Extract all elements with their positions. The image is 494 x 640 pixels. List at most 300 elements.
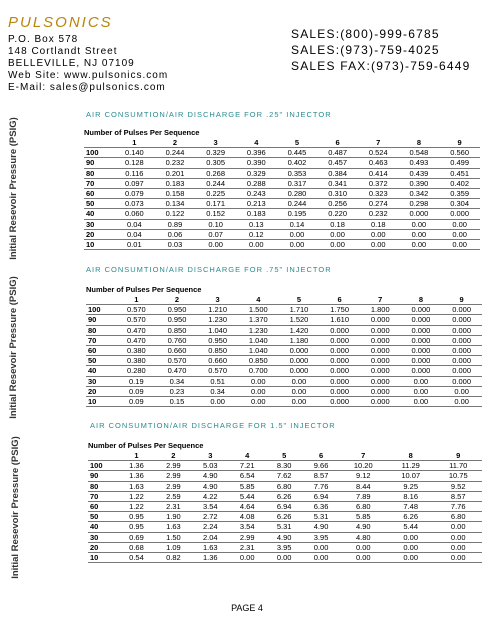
table-cell: 0.000: [439, 209, 480, 219]
table-cell: 0.00: [399, 229, 440, 239]
table-row: [88, 481, 482, 491]
sales-phone-1: SALES:(800)-999-6785: [291, 27, 440, 41]
table-cell: 0.00: [340, 552, 387, 562]
row-header-psig: 60: [86, 345, 116, 355]
table-cell: 0.213: [236, 199, 277, 209]
column-header: 5: [279, 295, 320, 305]
table-cell: 1.420: [279, 325, 320, 335]
table-cell: 6.94: [266, 501, 303, 511]
table-caption: Number of Pulses Per Sequence: [86, 285, 202, 294]
table-cell: 0.244: [155, 148, 196, 158]
table-cell: 2.99: [155, 461, 192, 471]
table-cell: 0.00: [434, 552, 482, 562]
table-cell: 0.201: [155, 168, 196, 178]
table-cell: 0.414: [358, 168, 399, 178]
column-header: 9: [434, 451, 482, 461]
table-cell: 0.000: [360, 386, 401, 396]
table-cell: 1.610: [319, 315, 360, 325]
address-line-street: 148 Cortlandt Street: [8, 46, 118, 57]
table-cell: 0.18: [358, 219, 399, 229]
row-header-psig: 90: [88, 471, 118, 481]
table-cell: 4.90: [303, 522, 340, 532]
table-cell: 1.710: [279, 305, 320, 315]
table-cell: 10.75: [434, 471, 482, 481]
y-axis-label-3: Initial Resevoir Pressure (PSIG): [9, 435, 21, 579]
table-cell: 0.00: [195, 239, 236, 249]
column-header: 6: [303, 451, 340, 461]
table-cell: 0.451: [439, 168, 480, 178]
table-cell: 2.72: [192, 512, 229, 522]
page-number: PAGE 4: [231, 603, 263, 613]
table-cell: 0.89: [155, 219, 196, 229]
table-cell: 0.097: [114, 178, 155, 188]
table-row: [88, 461, 482, 471]
row-header-psig: 100: [86, 305, 116, 315]
table-cell: 0.499: [439, 158, 480, 168]
table-cell: 0.353: [277, 168, 318, 178]
table-cell: 0.950: [157, 315, 198, 325]
table-cell: 4.80: [340, 532, 387, 542]
table-cell: 0.00: [434, 532, 482, 542]
table-cell: 3.95: [303, 532, 340, 542]
table-cell: 1.90: [155, 512, 192, 522]
row-header-psig: 10: [84, 239, 114, 249]
sales-fax: SALES FAX:(973)-759-6449: [291, 59, 471, 73]
table-cell: 1.520: [279, 315, 320, 325]
row-header-psig: 20: [88, 542, 118, 552]
table-cell: 0.950: [157, 305, 198, 315]
table-cell: 0.000: [360, 325, 401, 335]
table-cell: 0.280: [277, 188, 318, 198]
table-row: [88, 491, 482, 501]
row-header-psig: 40: [88, 522, 118, 532]
table-cell: 0.243: [236, 188, 277, 198]
column-header: 1: [118, 451, 155, 461]
table-cell: 9.66: [303, 461, 340, 471]
table-cell: 0.00: [434, 522, 482, 532]
table-cell: 7.89: [340, 491, 387, 501]
row-header-psig: 10: [88, 552, 118, 562]
table-cell: 11.70: [434, 461, 482, 471]
table-cell: 0.660: [197, 356, 238, 366]
table-cell: 0.00: [238, 386, 279, 396]
table-cell: 0.00: [340, 542, 387, 552]
table-cell: 1.22: [118, 501, 155, 511]
table-cell: 1.180: [279, 335, 320, 345]
table-cell: 4.08: [229, 512, 266, 522]
table-cell: 6.26: [266, 491, 303, 501]
table-cell: 0.000: [360, 396, 401, 406]
table-cell: 2.99: [155, 481, 192, 491]
table-cell: 0.570: [116, 315, 157, 325]
table-row: [84, 158, 480, 168]
table-cell: 0.00: [303, 552, 340, 562]
table-cell: 6.26: [387, 512, 434, 522]
table-cell: 0.380: [116, 345, 157, 355]
table-cell: 0.15: [157, 396, 198, 406]
table-cell: 0.19: [116, 376, 157, 386]
table-cell: 3.54: [192, 501, 229, 511]
table-cell: 0.359: [439, 188, 480, 198]
table-cell: 0.380: [116, 356, 157, 366]
table-row: [86, 396, 482, 406]
row-header-psig: 50: [86, 356, 116, 366]
table-cell: 10.20: [340, 461, 387, 471]
table-cell: 0.470: [157, 366, 198, 376]
table-row: [88, 471, 482, 481]
table-cell: 0.000: [401, 345, 442, 355]
table-cell: 9.12: [340, 471, 387, 481]
table-cell: 0.000: [399, 209, 440, 219]
row-header-psig: 80: [88, 481, 118, 491]
table-cell: 0.457: [317, 158, 358, 168]
table-cell: 5.44: [229, 491, 266, 501]
table-cell: 0.000: [279, 345, 320, 355]
table-cell: 0.34: [157, 376, 198, 386]
table-cell: 8.44: [340, 481, 387, 491]
row-header-psig: 70: [84, 178, 114, 188]
table-row: [84, 239, 480, 249]
table-cell: 1.22: [118, 491, 155, 501]
column-header: 7: [360, 295, 401, 305]
table-cell: 0.244: [277, 199, 318, 209]
table-cell: 0.00: [439, 229, 480, 239]
table-cell: 0.14: [277, 219, 318, 229]
table-cell: 5.85: [340, 512, 387, 522]
table-cell: 0.00: [401, 376, 442, 386]
table-caption: Number of Pulses Per Sequence: [88, 441, 204, 450]
table-row: [84, 178, 480, 188]
table-row: [86, 325, 482, 335]
table-row: [88, 532, 482, 542]
table-cell: 0.82: [155, 552, 192, 562]
table-row: [88, 501, 482, 511]
row-header-psig: 20: [86, 386, 116, 396]
table-cell: 0.00: [358, 239, 399, 249]
table-cell: 0.18: [317, 219, 358, 229]
row-header-psig: 20: [84, 229, 114, 239]
column-header: 4: [236, 138, 277, 148]
table-row: [86, 356, 482, 366]
table-cell: 0.000: [360, 335, 401, 345]
table-row: [86, 345, 482, 355]
table-cell: 5.85: [229, 481, 266, 491]
table-cell: 0.396: [236, 148, 277, 158]
table-cell: 0.69: [118, 532, 155, 542]
table-cell: 0.950: [197, 335, 238, 345]
table-cell: 0.310: [317, 188, 358, 198]
row-header-psig: 50: [84, 199, 114, 209]
corner-cell: [84, 138, 114, 148]
table-cell: 0.548: [399, 148, 440, 158]
row-header-psig: 50: [88, 512, 118, 522]
table-cell: 0.000: [401, 315, 442, 325]
address-line-email: E-Mail: sales@pulsonics.com: [8, 82, 166, 93]
table-cell: 0.04: [114, 229, 155, 239]
table-title-075: AIR CONSUMTION/AIR DISCHARGE FOR .75" INJECTOR: [86, 265, 332, 274]
table-cell: 0.384: [317, 168, 358, 178]
table-cell: 7.48: [387, 501, 434, 511]
column-header: 5: [277, 138, 318, 148]
table-cell: 0.850: [197, 345, 238, 355]
table-cell: 0.305: [195, 158, 236, 168]
column-header: 9: [441, 295, 482, 305]
table-cell: 0.000: [319, 335, 360, 345]
table-cell: 0.000: [441, 305, 482, 315]
table-row: [86, 335, 482, 345]
table-cell: 1.230: [238, 325, 279, 335]
table-row: [86, 366, 482, 376]
column-header-row: [86, 295, 482, 305]
table-cell: 6.80: [266, 481, 303, 491]
table-row: [84, 229, 480, 239]
table-cell: 0.000: [401, 356, 442, 366]
table-cell: 6.36: [303, 501, 340, 511]
table-cell: 0.060: [114, 209, 155, 219]
table-cell: 0.000: [441, 315, 482, 325]
table-row: [84, 219, 480, 229]
table-cell: 0.000: [360, 345, 401, 355]
corner-cell: [86, 295, 116, 305]
table-cell: 0.000: [441, 335, 482, 345]
table-cell: 0.00: [441, 396, 482, 406]
table-cell: 0.298: [399, 199, 440, 209]
table-cell: 1.040: [238, 335, 279, 345]
table-row: [86, 386, 482, 396]
table-cell: 7.62: [266, 471, 303, 481]
table-cell: 0.760: [157, 335, 198, 345]
table-cell: 8.16: [387, 491, 434, 501]
table-cell: 0.000: [319, 345, 360, 355]
table-cell: 4.90: [266, 532, 303, 542]
table-cell: 0.000: [360, 376, 401, 386]
table-cell: 0.23: [157, 386, 198, 396]
table-row: [84, 209, 480, 219]
table-cell: 0.00: [401, 386, 442, 396]
row-header-psig: 80: [84, 168, 114, 178]
table-cell: 2.31: [155, 501, 192, 511]
injector-075-table: [86, 285, 482, 407]
table-cell: 0.000: [319, 366, 360, 376]
table-cell: 0.000: [319, 396, 360, 406]
table-cell: 0.487: [317, 148, 358, 158]
table-cell: 0.00: [279, 376, 320, 386]
table-cell: 0.00: [358, 229, 399, 239]
table-cell: 0.225: [195, 188, 236, 198]
table-cell: 0.341: [317, 178, 358, 188]
table-cell: 0.00: [279, 386, 320, 396]
table-cell: 0.01: [114, 239, 155, 249]
row-header-psig: 90: [84, 158, 114, 168]
column-header: 1: [114, 138, 155, 148]
table-row: [88, 552, 482, 562]
table-cell: 5.44: [387, 522, 434, 532]
table-cell: 0.000: [401, 366, 442, 376]
table-cell: 1.230: [197, 315, 238, 325]
table-row: [84, 148, 480, 158]
table-cell: 9.52: [434, 481, 482, 491]
table-cell: 0.445: [277, 148, 318, 158]
address-line-po-box: P.O. Box 578: [8, 34, 79, 45]
table-cell: 0.342: [399, 188, 440, 198]
table-cell: 1.50: [155, 532, 192, 542]
table-cell: 0.524: [358, 148, 399, 158]
table-cell: 0.000: [319, 376, 360, 386]
table-cell: 0.54: [118, 552, 155, 562]
table-cell: 0.000: [441, 345, 482, 355]
table-cell: 0.850: [157, 325, 198, 335]
table-cell: 0.95: [118, 522, 155, 532]
column-header: 3: [192, 451, 229, 461]
table-cell: 0.04: [114, 219, 155, 229]
table-cell: 0.00: [387, 552, 434, 562]
table-cell: 6.80: [434, 512, 482, 522]
table-cell: 0.95: [118, 512, 155, 522]
table-cell: 0.09: [116, 396, 157, 406]
table-cell: 8.57: [303, 471, 340, 481]
table-cell: 0.09: [116, 386, 157, 396]
table-cell: 7.76: [303, 481, 340, 491]
table-cell: 5.31: [266, 522, 303, 532]
table-cell: 0.570: [197, 366, 238, 376]
table-cell: 0.00: [441, 386, 482, 396]
table-cell: 0.274: [358, 199, 399, 209]
table-cell: 0.116: [114, 168, 155, 178]
corner-cell: [88, 451, 118, 461]
table-cell: 0.34: [197, 386, 238, 396]
table-cell: 0.000: [319, 356, 360, 366]
table-cell: 0.000: [441, 356, 482, 366]
table-cell: 0.00: [387, 542, 434, 552]
table-cell: 8.30: [266, 461, 303, 471]
table-cell: 6.94: [303, 491, 340, 501]
table-cell: 0.232: [155, 158, 196, 168]
table-cell: 4.22: [192, 491, 229, 501]
row-header-psig: 70: [88, 491, 118, 501]
table-cell: 3.54: [229, 522, 266, 532]
y-axis-label-2: Initial Resevoir Pressure (PSIG): [7, 275, 19, 419]
table-cell: 1.040: [197, 325, 238, 335]
column-header: 5: [266, 451, 303, 461]
table-cell: 0.000: [441, 366, 482, 376]
table-cell: 0.140: [114, 148, 155, 158]
column-header: 4: [229, 451, 266, 461]
table-cell: 6.80: [340, 501, 387, 511]
column-header: 7: [340, 451, 387, 461]
row-header-psig: 40: [84, 209, 114, 219]
table-cell: 0.13: [236, 219, 277, 229]
table-cell: 0.268: [195, 168, 236, 178]
table-title-15: AIR CONSUMTION/AIR DISCHARGE FOR 1.5" INJECTOR: [90, 421, 336, 430]
table-cell: 0.660: [157, 345, 198, 355]
table-row: [86, 315, 482, 325]
table-cell: 1.800: [360, 305, 401, 315]
table-cell: 0.493: [399, 158, 440, 168]
table-cell: 0.171: [195, 199, 236, 209]
table-cell: 0.000: [401, 335, 442, 345]
column-header: 7: [358, 138, 399, 148]
table-cell: 0.256: [317, 199, 358, 209]
row-header-psig: 40: [86, 366, 116, 376]
brand-name: PULSONICS: [8, 14, 113, 31]
table-cell: 1.750: [319, 305, 360, 315]
table-cell: 4.90: [340, 522, 387, 532]
table-cell: 9.25: [387, 481, 434, 491]
table-cell: 0.073: [114, 199, 155, 209]
table-cell: 0.280: [116, 366, 157, 376]
column-header: 2: [157, 295, 198, 305]
column-header: 8: [399, 138, 440, 148]
table-cell: 11.29: [387, 461, 434, 471]
address-line-website: Web Site: www.pulsonics.com: [8, 70, 169, 81]
table-cell: 0.03: [155, 239, 196, 249]
table-row: [84, 168, 480, 178]
table-cell: 0.000: [319, 386, 360, 396]
table-cell: 2.99: [229, 532, 266, 542]
y-axis-label-1: Initial Resevoir Pressure (PSIG): [7, 116, 19, 260]
table-cell: 0.000: [360, 356, 401, 366]
table-cell: 2.04: [192, 532, 229, 542]
table-cell: 0.463: [358, 158, 399, 168]
table-cell: 0.323: [358, 188, 399, 198]
table-cell: 0.00: [439, 239, 480, 249]
table-cell: 0.51: [197, 376, 238, 386]
column-header: 9: [439, 138, 480, 148]
table-cell: 0.00: [399, 219, 440, 229]
table-cell: 0.304: [439, 199, 480, 209]
sales-phone-2: SALES:(973)-759-4025: [291, 43, 440, 57]
table-cell: 0.00: [277, 239, 318, 249]
table-cell: 0.000: [360, 366, 401, 376]
table-cell: 0.00: [399, 239, 440, 249]
table-cell: 5.31: [303, 512, 340, 522]
table-cell: 0.122: [155, 209, 196, 219]
table-cell: 6.26: [266, 512, 303, 522]
row-header-psig: 30: [84, 219, 114, 229]
table-cell: 0.232: [358, 209, 399, 219]
row-header-psig: 100: [88, 461, 118, 471]
table-cell: 4.64: [229, 501, 266, 511]
table-cell: 0.00: [197, 396, 238, 406]
table-cell: 0.000: [279, 366, 320, 376]
table-cell: 0.00: [401, 396, 442, 406]
column-header: 1: [116, 295, 157, 305]
table-row: [86, 305, 482, 315]
table-cell: 0.00: [238, 396, 279, 406]
table-row: [86, 376, 482, 386]
table-cell: 0.372: [358, 178, 399, 188]
table-row: [88, 512, 482, 522]
table-cell: 1.040: [238, 345, 279, 355]
table-cell: 0.134: [155, 199, 196, 209]
table-cell: 6.54: [229, 471, 266, 481]
table-cell: 0.329: [195, 148, 236, 158]
table-cell: 0.00: [303, 542, 340, 552]
table-cell: 0.570: [157, 356, 198, 366]
table-cell: 0.390: [236, 158, 277, 168]
table-cell: 0.850: [238, 356, 279, 366]
column-header-row: [84, 138, 480, 148]
table-cell: 0.470: [116, 325, 157, 335]
column-header: 2: [155, 451, 192, 461]
table-cell: 10.07: [387, 471, 434, 481]
table-cell: 0.10: [195, 219, 236, 229]
table-cell: 0.195: [277, 209, 318, 219]
table-cell: 2.31: [229, 542, 266, 552]
row-header-psig: 60: [88, 501, 118, 511]
table-cell: 5.03: [192, 461, 229, 471]
row-header-psig: 60: [84, 188, 114, 198]
